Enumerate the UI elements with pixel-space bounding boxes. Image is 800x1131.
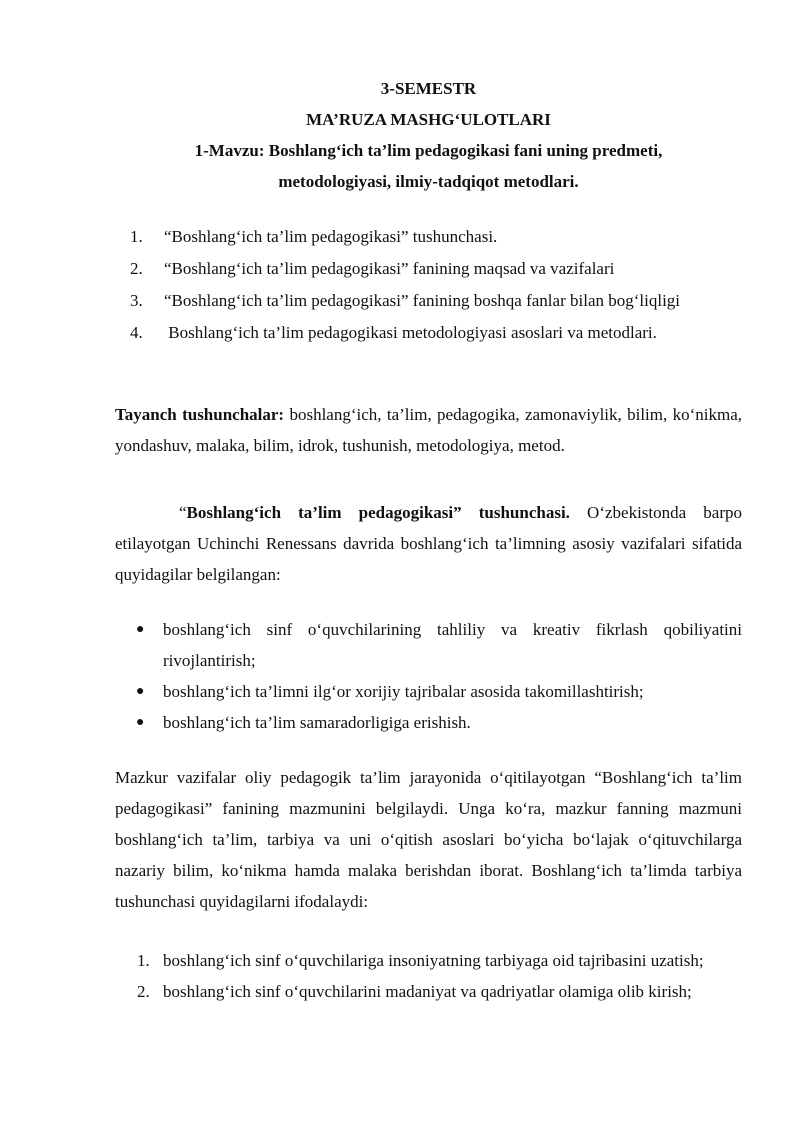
- list-item-text: Boshlang‘ich ta’lim pedagogikasi metodologiyasi asoslari va metodlari.: [164, 323, 657, 342]
- topic-title-line-2: metodologiyasi, ilmiy-tadqiqot metodlari.: [278, 172, 579, 191]
- section-title: MA’RUZA MASHG‘ULOTLARI: [306, 110, 551, 129]
- list-item-text: “Boshlang‘ich ta’lim pedagogikasi” tushunchasi.: [164, 227, 498, 246]
- list-item-text: boshlang‘ich sinf o‘quvchilarining tahliliy va kreativ fikrlash qobiliyatini rivojlantirish;: [163, 620, 742, 670]
- list-item: [115, 707, 742, 738]
- list-item: [115, 976, 750, 1007]
- list-item-text: “Boshlang‘ich ta’lim pedagogikasi” fanining boshqa fanlar bilan bog‘liqligi: [164, 291, 681, 310]
- list-item-text: boshlang‘ich sinf o‘quvchilariga insoniyatning tarbiyaga oid tajribasini uzatish;: [163, 951, 704, 970]
- key-concepts-text: boshlang‘ich, ta’lim, pedagogika, zamonaviylik, bilim, ko‘nikma, yondashuv, malaka, bilim, idrok, tushunish, metodologiya, metod.: [115, 405, 742, 455]
- list-item: [130, 285, 750, 317]
- list-item: [115, 614, 742, 676]
- content-paragraph: Mazkur vazifalar oliy pedagogik ta’lim jarayonida o‘qitilayotgan “Boshlang‘ich ta’lim pedagogikasi” fanining mazmunini belgilaydi. Unga ko‘ra, mazkur fanning mazmuni boshlang‘ich ta’lim, tarbiya va uni o‘qitish asoslari bo‘yicha bo‘lajak o‘qituvchilarga nazariy bilim, ko‘nikma hamda malaka berishdan iborat. Boshlang‘ich ta’limda tarbiya tushunchasi quyidagilarni ifodalaydi:: [115, 768, 742, 911]
- list-item: [115, 676, 742, 707]
- task-bullet-list: [115, 614, 742, 738]
- intro-bold-heading: Boshlang‘ich ta’lim pedagogikasi” tushunchasi.: [186, 503, 570, 522]
- list-item: [130, 253, 750, 285]
- key-concepts-paragraph: [115, 399, 742, 461]
- list-number: 1.: [137, 951, 150, 970]
- document-header: [115, 73, 742, 197]
- bullet-icon: ●: [136, 684, 145, 699]
- key-concepts-label: Tayanch tushunchalar:: [115, 405, 285, 424]
- list-number: 3.: [130, 291, 143, 310]
- list-item-text: boshlang‘ich sinf o‘quvchilarini madaniyat va qadriyatlar olamiga olib kirish;: [163, 982, 692, 1001]
- list-number: 2.: [137, 982, 150, 1001]
- semester-title: 3-SEMESTR: [380, 79, 477, 98]
- intro-text: O‘zbekistonda barpo etilayotgan Uchinchi Renessans davrida boshlang‘ich ta’limning asosiy vazifalari sifatida quyidagilar belgilangan:: [115, 503, 742, 584]
- intro-paragraph: [115, 497, 742, 590]
- topic-list: [130, 221, 750, 349]
- list-item-text: boshlang‘ich ta’limni ilg‘or xorijiy tajribalar asosida takomillashtirish;: [163, 682, 644, 701]
- education-numbered-list: [115, 945, 750, 1007]
- list-item: [115, 945, 750, 976]
- list-number: 4.: [130, 323, 143, 342]
- list-number: 2.: [130, 259, 143, 278]
- list-item-text: boshlang‘ich ta’lim samaradorligiga erishish.: [163, 713, 471, 732]
- list-item: [130, 317, 750, 349]
- list-item-text: “Boshlang‘ich ta’lim pedagogikasi” fanining maqsad va vazifalari: [164, 259, 615, 278]
- topic-title-line-1: 1-Mavzu: Boshlang‘ich ta’lim pedagogikasi fani uning predmeti,: [194, 141, 663, 160]
- bullet-icon: ●: [136, 622, 145, 637]
- list-item: [130, 221, 750, 253]
- list-number: 1.: [130, 227, 143, 246]
- bullet-icon: ●: [136, 715, 145, 730]
- intro-quote-mark: “: [179, 503, 187, 522]
